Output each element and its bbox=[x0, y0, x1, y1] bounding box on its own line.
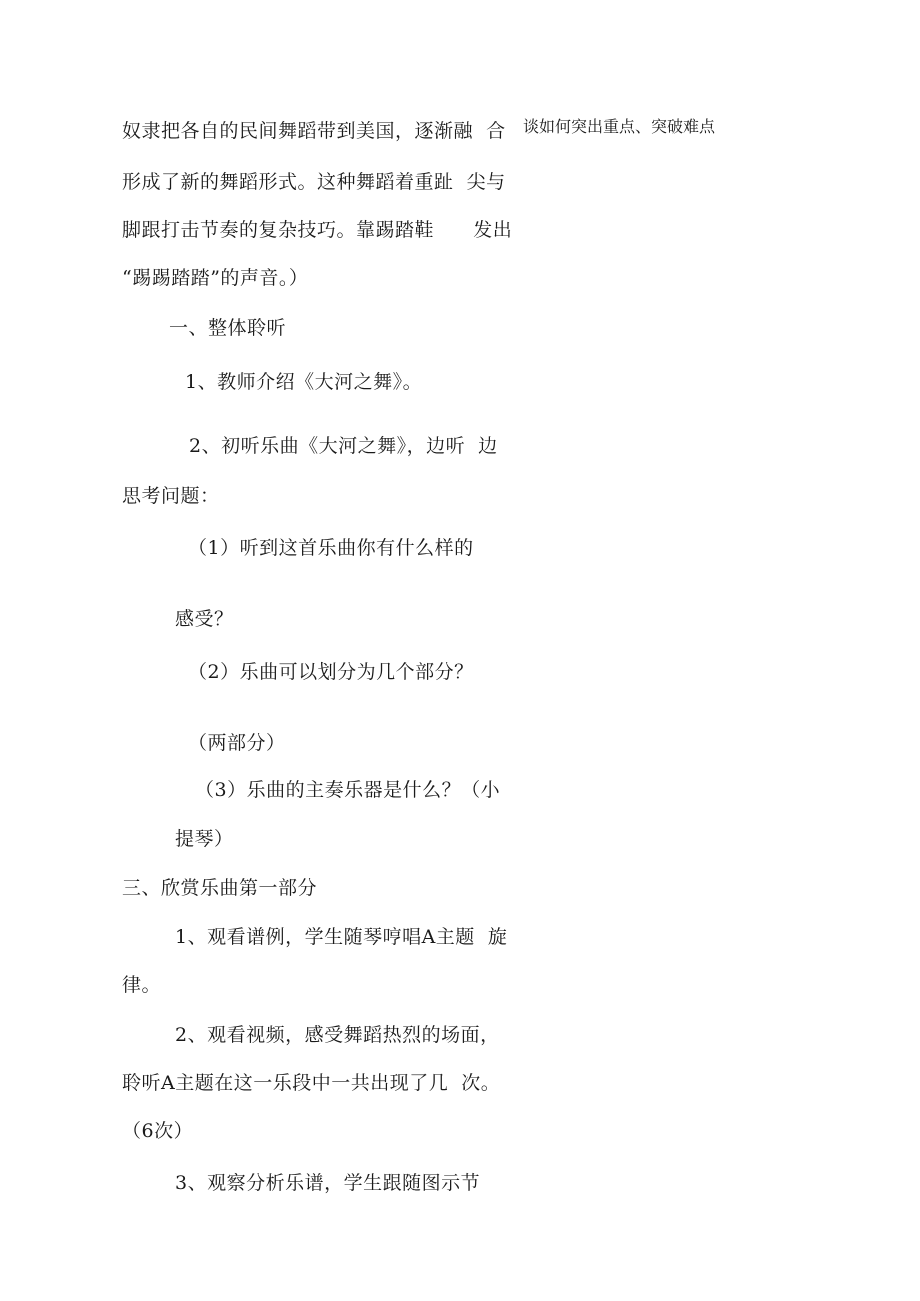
question-1: （1）听到这首乐曲你有什么样的 bbox=[188, 537, 474, 559]
text-line-16: 1、观看谱例，学生随琴哼唱A主题 旋 bbox=[175, 926, 508, 948]
question-2: （2）乐曲可以划分为几个部分？ bbox=[188, 661, 474, 683]
text-line-18: 2、观看视频，感受舞蹈热烈的场面， bbox=[175, 1024, 500, 1046]
text-line-1: 奴隶把各自的民间舞蹈带到美国，逐渐融 合 bbox=[122, 120, 506, 142]
text-line-6: 1、教师介绍《大河之舞》。 bbox=[185, 371, 423, 393]
text-line-7: 2、初听乐曲《大河之舞》，边听 边 bbox=[189, 435, 498, 457]
text-line-14: 提琴） bbox=[175, 828, 234, 850]
section-heading-1: 一、整体聆听 bbox=[169, 317, 287, 339]
text-line-10: 感受？ bbox=[175, 608, 234, 630]
text-line-4: “踢踢踏踏”的声音。） bbox=[122, 267, 309, 289]
text-line-21: 3、观察分析乐谱，学生跟随图示节 bbox=[175, 1172, 481, 1194]
text-line-20: （6次） bbox=[122, 1120, 194, 1142]
text-line-2: 形成了新的舞蹈形式。这种舞蹈着重趾 尖与 bbox=[122, 171, 506, 193]
answer-2: （两部分） bbox=[188, 732, 286, 754]
section-heading-3: 三、欣赏乐曲第一部分 bbox=[122, 877, 318, 899]
text-line-8: 思考问题： bbox=[122, 485, 220, 507]
side-note: 谈如何突出重点、突破难点 bbox=[523, 117, 716, 136]
text-line-19: 聆听A主题在这一乐段中一共出现了几 次。 bbox=[122, 1072, 501, 1094]
text-line-17: 律。 bbox=[122, 974, 162, 996]
text-line-3: 脚跟打击节奏的复杂技巧。靠踢踏鞋 发出 bbox=[122, 219, 513, 241]
question-3: （3）乐曲的主奏乐器是什么？（小 bbox=[195, 779, 501, 801]
